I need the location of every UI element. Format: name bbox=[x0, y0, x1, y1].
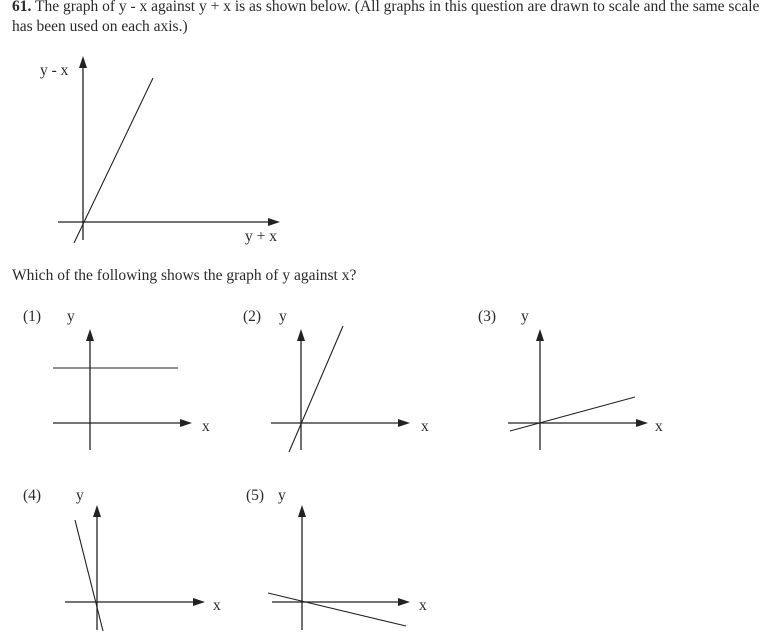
main-graph-x-arrow bbox=[268, 218, 280, 226]
option-3-x-arrow bbox=[636, 419, 648, 427]
option-2-y-label: y bbox=[279, 308, 287, 325]
main-graph-y-arrow bbox=[79, 56, 87, 68]
main-graph-y-label: y - x bbox=[40, 62, 69, 79]
option-1-y-label: y bbox=[67, 308, 75, 325]
option-1-y-arrow bbox=[86, 329, 94, 341]
option-1-x-arrow bbox=[180, 419, 192, 427]
option-1-number: (1) bbox=[23, 308, 42, 325]
option-2-graph bbox=[243, 308, 429, 452]
option-5-y-label: y bbox=[278, 487, 286, 504]
option-2-y-arrow bbox=[297, 329, 305, 341]
option-5-line bbox=[268, 593, 406, 626]
option-4-x-label: x bbox=[213, 597, 221, 614]
option-5-x-arrow bbox=[398, 598, 410, 606]
option-5-graph bbox=[246, 487, 427, 630]
option-3-graph bbox=[478, 308, 663, 450]
option-5-number: (5) bbox=[246, 487, 265, 504]
main-graph-line bbox=[74, 78, 153, 243]
option-4-y-arrow bbox=[93, 505, 101, 517]
option-4-graph bbox=[23, 487, 221, 631]
option-4-y-label: y bbox=[76, 487, 84, 504]
option-3-number: (3) bbox=[478, 308, 497, 325]
option-3-y-arrow bbox=[536, 329, 544, 341]
option-3-x-label: x bbox=[655, 418, 663, 435]
option-3-y-label: y bbox=[521, 308, 529, 325]
option-4-x-arrow bbox=[193, 598, 205, 606]
question-number: 61. bbox=[12, 0, 32, 15]
main-graph bbox=[40, 56, 280, 245]
question-body: The graph of y - x against y + x is as shown below. (All graphs in this question are drawn to scale and the same scale has been used on each axis.) bbox=[12, 0, 760, 35]
option-2-x-arrow bbox=[398, 419, 410, 427]
option-1-graph bbox=[23, 308, 210, 450]
option-2-line bbox=[289, 326, 343, 452]
option-4-line bbox=[75, 520, 103, 631]
option-1-x-label: x bbox=[202, 418, 210, 435]
option-3-line bbox=[510, 397, 635, 431]
prompt-text: Which of the following shows the graph of y against x? bbox=[12, 267, 357, 284]
option-5-y-arrow bbox=[298, 505, 306, 517]
option-2-number: (2) bbox=[243, 308, 262, 325]
option-5-x-label: x bbox=[419, 597, 427, 614]
option-2-x-label: x bbox=[421, 418, 429, 435]
main-graph-x-label: y + x bbox=[245, 228, 277, 245]
option-4-number: (4) bbox=[23, 487, 42, 504]
